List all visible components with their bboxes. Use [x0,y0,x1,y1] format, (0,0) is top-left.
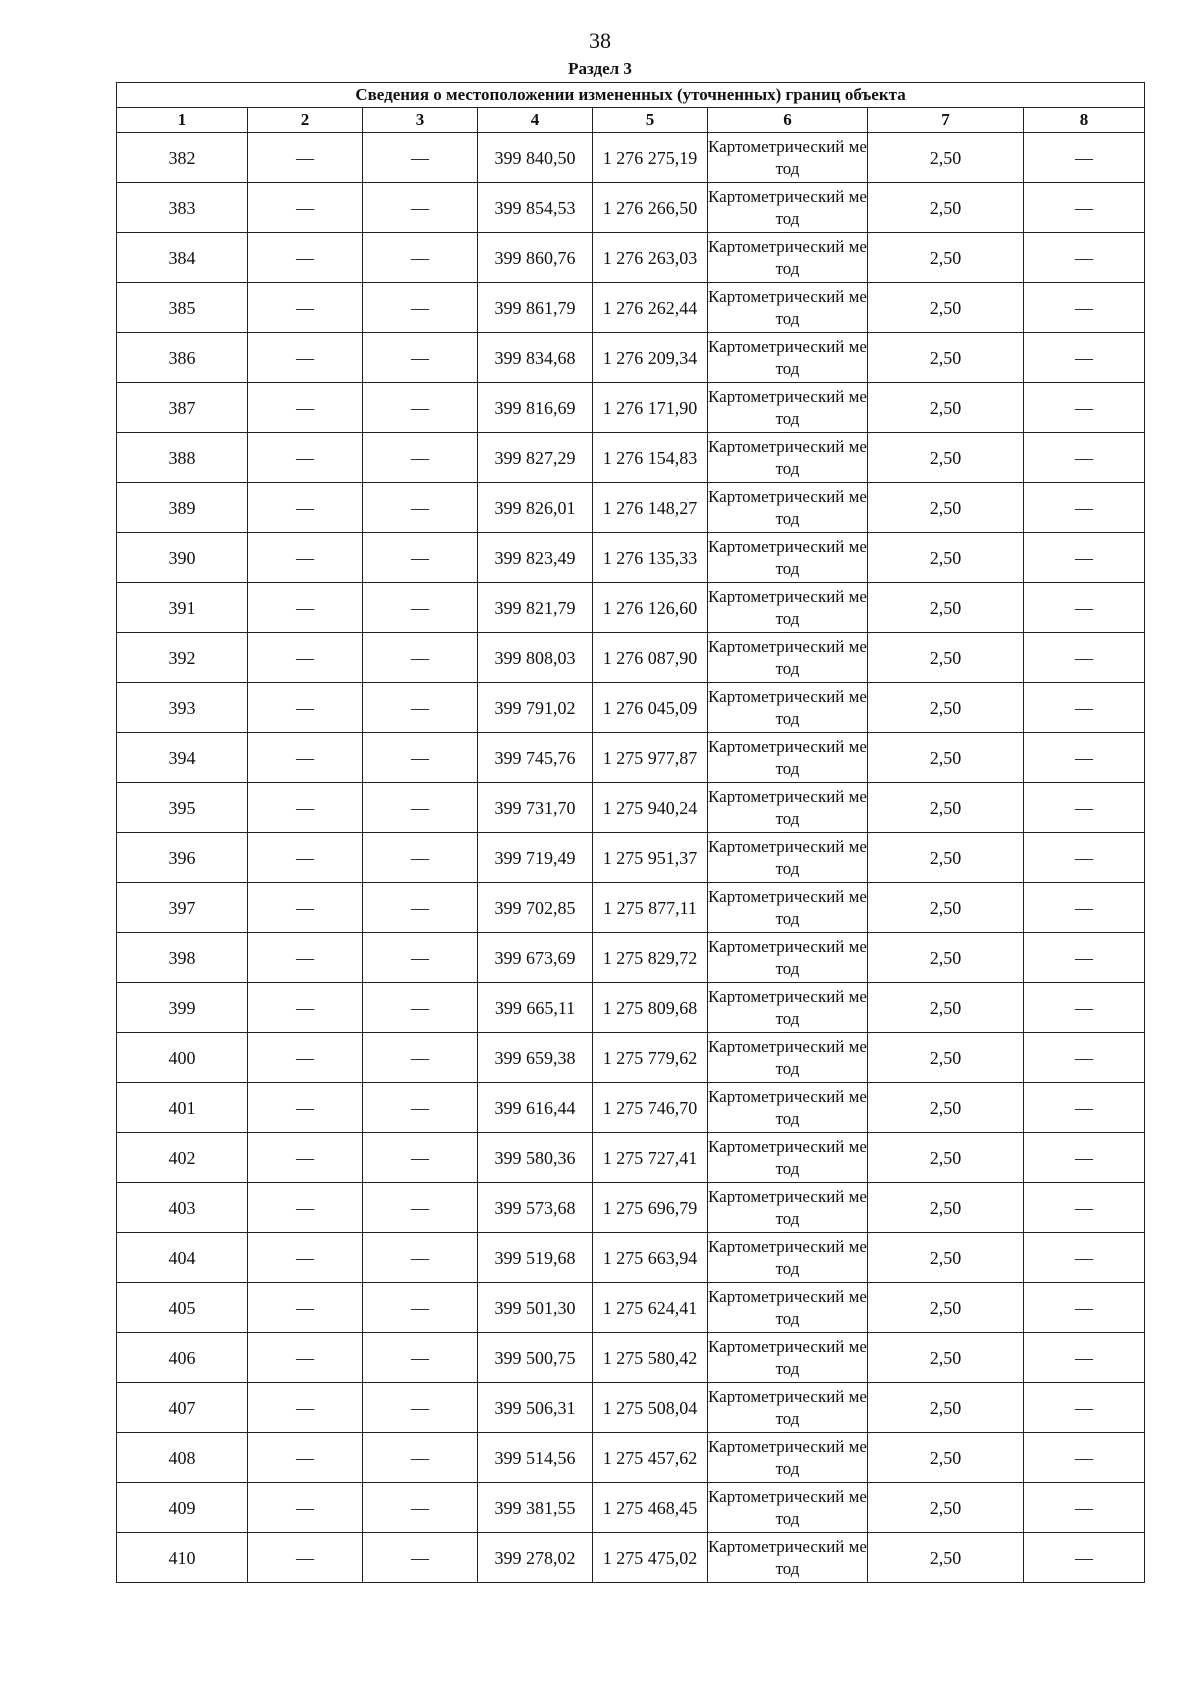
x-coordinate-cell: 399 501,30 [478,1283,593,1333]
empty-dash-cell: — [248,383,363,433]
y-coordinate-cell: 1 276 154,83 [593,433,708,483]
empty-dash-cell: — [1024,483,1145,533]
accuracy-cell: 2,50 [868,733,1024,783]
x-coordinate-cell: 399 823,49 [478,533,593,583]
empty-dash-cell: — [248,1133,363,1183]
method-cell: Картометрический метод [708,833,868,883]
point-number-cell: 408 [117,1433,248,1483]
method-cell: Картометрический метод [708,1033,868,1083]
method-cell: Картометрический метод [708,533,868,583]
accuracy-cell: 2,50 [868,1233,1024,1283]
point-number-cell: 388 [117,433,248,483]
method-cell: Картометрический метод [708,1233,868,1283]
point-number-cell: 394 [117,733,248,783]
empty-dash-cell: — [363,233,478,283]
empty-dash-cell: — [363,733,478,783]
accuracy-cell: 2,50 [868,283,1024,333]
accuracy-cell: 2,50 [868,1133,1024,1183]
x-coordinate-cell: 399 702,85 [478,883,593,933]
empty-dash-cell: — [363,1483,478,1533]
accuracy-cell: 2,50 [868,483,1024,533]
accuracy-cell: 2,50 [868,1433,1024,1483]
point-number-cell: 398 [117,933,248,983]
y-coordinate-cell: 1 276 171,90 [593,383,708,433]
accuracy-cell: 2,50 [868,233,1024,283]
accuracy-cell: 2,50 [868,1333,1024,1383]
empty-dash-cell: — [1024,933,1145,983]
empty-dash-cell: — [248,1033,363,1083]
empty-dash-cell: — [248,883,363,933]
empty-dash-cell: — [248,1433,363,1483]
accuracy-cell: 2,50 [868,783,1024,833]
empty-dash-cell: — [248,433,363,483]
column-number: 8 [1024,108,1145,133]
accuracy-cell: 2,50 [868,383,1024,433]
y-coordinate-cell: 1 275 951,37 [593,833,708,883]
empty-dash-cell: — [363,433,478,483]
x-coordinate-cell: 399 826,01 [478,483,593,533]
empty-dash-cell: — [1024,783,1145,833]
empty-dash-cell: — [363,533,478,583]
x-coordinate-cell: 399 816,69 [478,383,593,433]
empty-dash-cell: — [363,583,478,633]
y-coordinate-cell: 1 275 877,11 [593,883,708,933]
point-number-cell: 392 [117,633,248,683]
table-caption: Сведения о местоположении измененных (уточненных) границ объекта [117,83,1145,108]
accuracy-cell: 2,50 [868,1033,1024,1083]
point-number-cell: 390 [117,533,248,583]
empty-dash-cell: — [248,1183,363,1233]
point-number-cell: 402 [117,1133,248,1183]
x-coordinate-cell: 399 840,50 [478,133,593,183]
table-row [117,983,1145,1033]
method-cell: Картометрический метод [708,433,868,483]
x-coordinate-cell: 399 860,76 [478,233,593,283]
empty-dash-cell: — [248,1283,363,1333]
empty-dash-cell: — [363,1533,478,1583]
empty-dash-cell: — [363,1383,478,1433]
empty-dash-cell: — [248,733,363,783]
x-coordinate-cell: 399 616,44 [478,1083,593,1133]
accuracy-cell: 2,50 [868,1183,1024,1233]
method-cell: Картометрический метод [708,133,868,183]
point-number-cell: 404 [117,1233,248,1283]
x-coordinate-cell: 399 791,02 [478,683,593,733]
method-cell: Картометрический метод [708,583,868,633]
method-cell: Картометрический метод [708,1533,868,1583]
empty-dash-cell: — [1024,633,1145,683]
table-row [117,783,1145,833]
y-coordinate-cell: 1 275 746,70 [593,1083,708,1133]
empty-dash-cell: — [248,1233,363,1283]
y-coordinate-cell: 1 275 977,87 [593,733,708,783]
empty-dash-cell: — [248,983,363,1033]
y-coordinate-cell: 1 275 468,45 [593,1483,708,1533]
x-coordinate-cell: 399 854,53 [478,183,593,233]
empty-dash-cell: — [363,333,478,383]
point-number-cell: 401 [117,1083,248,1133]
empty-dash-cell: — [363,1033,478,1083]
x-coordinate-cell: 399 514,56 [478,1433,593,1483]
empty-dash-cell: — [1024,1483,1145,1533]
x-coordinate-cell: 399 665,11 [478,983,593,1033]
empty-dash-cell: — [363,1283,478,1333]
point-number-cell: 393 [117,683,248,733]
method-cell: Картометрический метод [708,1133,868,1183]
empty-dash-cell: — [1024,533,1145,583]
empty-dash-cell: — [1024,1433,1145,1483]
y-coordinate-cell: 1 276 262,44 [593,283,708,333]
table-row [117,933,1145,983]
table-row [117,1533,1145,1583]
method-cell: Картометрический метод [708,383,868,433]
method-cell: Картометрический метод [708,1333,868,1383]
point-number-cell: 406 [117,1333,248,1383]
y-coordinate-cell: 1 276 275,19 [593,133,708,183]
table-row [117,1383,1145,1433]
accuracy-cell: 2,50 [868,183,1024,233]
table-row [117,233,1145,283]
table-row [117,333,1145,383]
x-coordinate-cell: 399 861,79 [478,283,593,333]
empty-dash-cell: — [248,183,363,233]
y-coordinate-cell: 1 276 045,09 [593,683,708,733]
empty-dash-cell: — [1024,433,1145,483]
empty-dash-cell: — [1024,1233,1145,1283]
method-cell: Картометрический метод [708,1383,868,1433]
table-row [117,683,1145,733]
table-row [117,483,1145,533]
x-coordinate-cell: 399 827,29 [478,433,593,483]
accuracy-cell: 2,50 [868,683,1024,733]
x-coordinate-cell: 399 719,49 [478,833,593,883]
method-cell: Картометрический метод [708,1483,868,1533]
accuracy-cell: 2,50 [868,1533,1024,1583]
column-number: 1 [117,108,248,133]
section-title: Раздел 3 [568,59,632,78]
y-coordinate-cell: 1 275 779,62 [593,1033,708,1083]
empty-dash-cell: — [1024,183,1145,233]
empty-dash-cell: — [363,1433,478,1483]
y-coordinate-cell: 1 276 135,33 [593,533,708,583]
empty-dash-cell: — [248,333,363,383]
y-coordinate-cell: 1 275 580,42 [593,1333,708,1383]
accuracy-cell: 2,50 [868,983,1024,1033]
point-number-cell: 407 [117,1383,248,1433]
accuracy-cell: 2,50 [868,883,1024,933]
y-coordinate-cell: 1 275 829,72 [593,933,708,983]
table-row [117,1433,1145,1483]
point-number-cell: 400 [117,1033,248,1083]
point-number-cell: 387 [117,383,248,433]
accuracy-cell: 2,50 [868,1483,1024,1533]
empty-dash-cell: — [363,483,478,533]
y-coordinate-cell: 1 275 940,24 [593,783,708,833]
point-number-cell: 405 [117,1283,248,1333]
table-row [117,1183,1145,1233]
accuracy-cell: 2,50 [868,133,1024,183]
y-coordinate-cell: 1 276 148,27 [593,483,708,533]
point-number-cell: 386 [117,333,248,383]
table-row [117,1133,1145,1183]
x-coordinate-cell: 399 731,70 [478,783,593,833]
point-number-cell: 410 [117,1533,248,1583]
table-caption-row [117,83,1145,108]
table-body [117,133,1145,1583]
empty-dash-cell: — [363,133,478,183]
accuracy-cell: 2,50 [868,833,1024,883]
method-cell: Картометрический метод [708,333,868,383]
y-coordinate-cell: 1 275 624,41 [593,1283,708,1333]
x-coordinate-cell: 399 673,69 [478,933,593,983]
y-coordinate-cell: 1 275 475,02 [593,1533,708,1583]
empty-dash-cell: — [248,233,363,283]
accuracy-cell: 2,50 [868,633,1024,683]
method-cell: Картометрический метод [708,1083,868,1133]
empty-dash-cell: — [248,933,363,983]
empty-dash-cell: — [248,1383,363,1433]
empty-dash-cell: — [1024,1333,1145,1383]
empty-dash-cell: — [248,633,363,683]
y-coordinate-cell: 1 276 209,34 [593,333,708,383]
table-row [117,733,1145,783]
y-coordinate-cell: 1 276 126,60 [593,583,708,633]
table-row [117,583,1145,633]
y-coordinate-cell: 1 275 809,68 [593,983,708,1033]
point-number-cell: 389 [117,483,248,533]
empty-dash-cell: — [248,533,363,583]
table-row [117,183,1145,233]
empty-dash-cell: — [248,683,363,733]
point-number-cell: 385 [117,283,248,333]
x-coordinate-cell: 399 278,02 [478,1533,593,1583]
column-number: 6 [708,108,868,133]
x-coordinate-cell: 399 821,79 [478,583,593,633]
table-row [117,1083,1145,1133]
x-coordinate-cell: 399 519,68 [478,1233,593,1283]
empty-dash-cell: — [1024,733,1145,783]
table-row [117,433,1145,483]
table-row [117,1233,1145,1283]
column-number: 2 [248,108,363,133]
method-cell: Картометрический метод [708,933,868,983]
empty-dash-cell: — [363,183,478,233]
method-cell: Картометрический метод [708,633,868,683]
column-number: 7 [868,108,1024,133]
empty-dash-cell: — [248,283,363,333]
y-coordinate-cell: 1 276 263,03 [593,233,708,283]
table-row [117,383,1145,433]
empty-dash-cell: — [248,133,363,183]
point-number-cell: 397 [117,883,248,933]
table-row [117,533,1145,583]
empty-dash-cell: — [248,1083,363,1133]
x-coordinate-cell: 399 500,75 [478,1333,593,1383]
point-number-cell: 383 [117,183,248,233]
x-coordinate-cell: 399 580,36 [478,1133,593,1183]
empty-dash-cell: — [363,1233,478,1283]
empty-dash-cell: — [1024,1033,1145,1083]
x-coordinate-cell: 399 834,68 [478,333,593,383]
empty-dash-cell: — [248,1533,363,1583]
x-coordinate-cell: 399 573,68 [478,1183,593,1233]
method-cell: Картометрический метод [708,183,868,233]
y-coordinate-cell: 1 276 266,50 [593,183,708,233]
empty-dash-cell: — [248,783,363,833]
table-row [117,833,1145,883]
empty-dash-cell: — [1024,833,1145,883]
empty-dash-cell: — [363,1183,478,1233]
point-number-cell: 395 [117,783,248,833]
empty-dash-cell: — [1024,683,1145,733]
y-coordinate-cell: 1 275 727,41 [593,1133,708,1183]
y-coordinate-cell: 1 275 508,04 [593,1383,708,1433]
empty-dash-cell: — [363,783,478,833]
accuracy-cell: 2,50 [868,583,1024,633]
point-number-cell: 382 [117,133,248,183]
method-cell: Картометрический метод [708,233,868,283]
method-cell: Картометрический метод [708,1433,868,1483]
method-cell: Картометрический метод [708,1183,868,1233]
point-number-cell: 399 [117,983,248,1033]
y-coordinate-cell: 1 275 663,94 [593,1233,708,1283]
method-cell: Картометрический метод [708,883,868,933]
accuracy-cell: 2,50 [868,933,1024,983]
table-row [117,1333,1145,1383]
accuracy-cell: 2,50 [868,1083,1024,1133]
y-coordinate-cell: 1 275 457,62 [593,1433,708,1483]
boundary-coordinates-table [116,82,1145,1583]
method-cell: Картометрический метод [708,683,868,733]
method-cell: Картометрический метод [708,983,868,1033]
empty-dash-cell: — [1024,983,1145,1033]
x-coordinate-cell: 399 506,31 [478,1383,593,1433]
empty-dash-cell: — [363,683,478,733]
empty-dash-cell: — [1024,1383,1145,1433]
empty-dash-cell: — [363,983,478,1033]
empty-dash-cell: — [248,583,363,633]
empty-dash-cell: — [363,833,478,883]
method-cell: Картометрический метод [708,483,868,533]
empty-dash-cell: — [363,633,478,683]
table-row [117,1033,1145,1083]
empty-dash-cell: — [248,1483,363,1533]
accuracy-cell: 2,50 [868,533,1024,583]
column-number: 4 [478,108,593,133]
table-row [117,1483,1145,1533]
column-number: 3 [363,108,478,133]
empty-dash-cell: — [1024,233,1145,283]
method-cell: Картометрический метод [708,733,868,783]
empty-dash-cell: — [248,1333,363,1383]
point-number-cell: 409 [117,1483,248,1533]
empty-dash-cell: — [363,1133,478,1183]
x-coordinate-cell: 399 745,76 [478,733,593,783]
point-number-cell: 391 [117,583,248,633]
method-cell: Картометрический метод [708,283,868,333]
method-cell: Картометрический метод [708,1283,868,1333]
method-cell: Картометрический метод [708,783,868,833]
empty-dash-cell: — [1024,1183,1145,1233]
page-number: 38 [589,28,611,53]
x-coordinate-cell: 399 808,03 [478,633,593,683]
column-number-row [117,108,1145,133]
table-row [117,283,1145,333]
empty-dash-cell: — [363,1083,478,1133]
accuracy-cell: 2,50 [868,1383,1024,1433]
point-number-cell: 396 [117,833,248,883]
x-coordinate-cell: 399 659,38 [478,1033,593,1083]
empty-dash-cell: — [1024,283,1145,333]
empty-dash-cell: — [363,933,478,983]
empty-dash-cell: — [363,383,478,433]
empty-dash-cell: — [1024,583,1145,633]
empty-dash-cell: — [1024,1083,1145,1133]
table-row [117,883,1145,933]
empty-dash-cell: — [1024,883,1145,933]
empty-dash-cell: — [1024,383,1145,433]
x-coordinate-cell: 399 381,55 [478,1483,593,1533]
empty-dash-cell: — [248,483,363,533]
y-coordinate-cell: 1 275 696,79 [593,1183,708,1233]
empty-dash-cell: — [1024,1533,1145,1583]
point-number-cell: 384 [117,233,248,283]
table-row [117,133,1145,183]
empty-dash-cell: — [248,833,363,883]
column-number: 5 [593,108,708,133]
accuracy-cell: 2,50 [868,1283,1024,1333]
empty-dash-cell: — [363,883,478,933]
accuracy-cell: 2,50 [868,333,1024,383]
accuracy-cell: 2,50 [868,433,1024,483]
empty-dash-cell: — [1024,133,1145,183]
point-number-cell: 403 [117,1183,248,1233]
empty-dash-cell: — [1024,333,1145,383]
empty-dash-cell: — [1024,1283,1145,1333]
empty-dash-cell: — [1024,1133,1145,1183]
table-row [117,1283,1145,1333]
table-row [117,633,1145,683]
y-coordinate-cell: 1 276 087,90 [593,633,708,683]
empty-dash-cell: — [363,1333,478,1383]
empty-dash-cell: — [363,283,478,333]
